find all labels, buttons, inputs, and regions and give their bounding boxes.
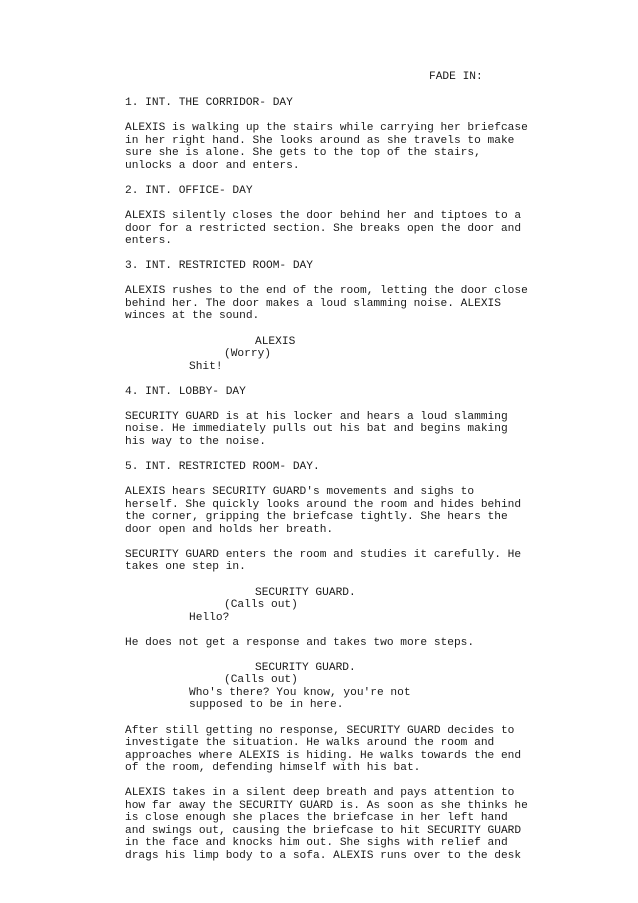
scene-heading: 4. INT. LOBBY- DAY (125, 385, 246, 398)
action-line: and swings out, causing the briefcase to hit SECURITY GUARD (125, 824, 522, 837)
action-line: ALEXIS rushes to the end of the room, letting the door close (125, 285, 528, 298)
action-line: He does not get a response and takes two more steps. (125, 636, 475, 649)
action-line: After still getting no response, SECURITY GUARD decides to (125, 724, 515, 737)
dialogue-line: Shit! (189, 360, 223, 373)
dialogue-line: supposed to be in here. (189, 699, 344, 712)
dialogue-line: Hello? (189, 611, 230, 624)
scene-heading: 5. INT. RESTRICTED ROOM- DAY. (125, 461, 320, 473)
action-line: door open and holds her breath. (125, 523, 334, 536)
action-line: how far away the SECURITY GUARD is. As soon as she thinks he (125, 799, 528, 812)
character-name: SECURITY GUARD. (255, 586, 356, 599)
action-line: ALEXIS is walking up the stairs while carrying her briefcase (125, 122, 528, 135)
scene-heading: 1. INT. THE CORRIDOR- DAY (125, 97, 293, 109)
scene-heading: 2. INT. OFFICE- DAY (125, 184, 253, 197)
dialogue-line: Who's there? You know, you're not (189, 686, 411, 699)
action-line: his way to the noise. (125, 435, 266, 448)
action-line: herself. She quickly looks around the room and hides behind (125, 498, 522, 511)
action-line: SECURITY GUARD is at his locker and hears a loud slamming (125, 410, 508, 423)
action-line: investigate the situation. He walks around the room and (125, 737, 495, 749)
action-line: drags his limp body to a sofa. ALEXIS runs over to the desk (125, 850, 522, 862)
action-line: door for a restricted section. She breaks open the door and (125, 222, 522, 235)
action-line: is close enough she places the briefcase in her left hand (125, 812, 508, 825)
parenthetical: (Worry) (224, 348, 271, 360)
action-line: SECURITY GUARD enters the room and studies it carefully. He (125, 548, 522, 561)
action-line: ALEXIS hears SECURITY GUARD's movements and sighs to (125, 486, 475, 499)
action-line: the corner, gripping the briefcase tightly. She hears the (125, 511, 508, 524)
character-name: ALEXIS (255, 335, 296, 348)
action-line: ALEXIS silently closes the door behind her and tiptoes to a (125, 210, 522, 222)
parenthetical: (Calls out) (224, 599, 298, 611)
action-line: of the room, defending himself with his bat. (125, 762, 421, 775)
action-line: in the face and knocks him out. She sighs with relief and (125, 837, 508, 850)
scene-heading: 3. INT. RESTRICTED ROOM- DAY (125, 260, 313, 273)
character-name: SECURITY GUARD. (255, 661, 356, 674)
action-line: behind her. The door makes a loud slamming noise. ALEXIS (125, 297, 501, 310)
action-line: unlocks a door and enters. (125, 159, 300, 172)
action-line: ALEXIS takes in a silent deep breath and pays attention to (125, 787, 515, 800)
action-line: noise. He immediately pulls out his bat and begins making (125, 423, 508, 436)
action-line: in her right hand. She looks around as she travels to make (125, 134, 515, 147)
action-line: enters. (125, 235, 172, 248)
action-line: approaches where ALEXIS is hiding. He walks towards the end (125, 749, 522, 762)
action-line: sure she is alone. She gets to the top of the stairs, (125, 147, 481, 160)
parenthetical: (Calls out) (224, 674, 298, 687)
fade-in-transition: FADE IN: (429, 71, 483, 83)
action-line: takes one step in. (125, 561, 246, 574)
action-line: winces at the sound. (125, 310, 260, 323)
